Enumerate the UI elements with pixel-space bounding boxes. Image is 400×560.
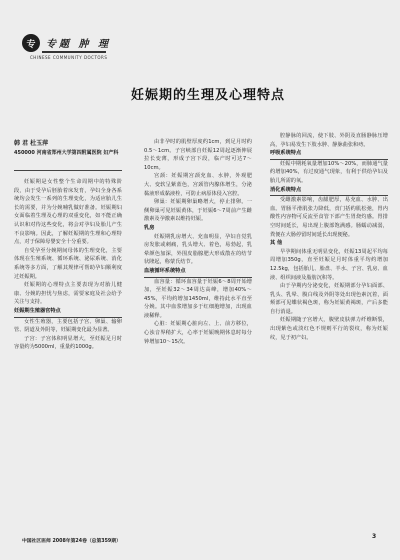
column-3 [270,132,388,342]
journal-footer: 中国社区医师 2008年第24卷（总第359期） [22,539,121,544]
paragraph: 宫颈：妊娠期宫颈充血、水肿，外观肥大、变软呈紫蓝色，宫颈管内腺体增生，分泌黏液形成黏液栓，可防止病原体侵入宫腔。 [144,173,252,197]
paragraph: 妊娠期乳房增大、充血明显，孕妇自觉乳房发胀或刺痛，乳头增大、着色，易勃起，乳晕颜色加深，外围皮脂腺肥大形成散在的结节状隆起，称蒙氏结节。 [144,233,252,266]
section-subtitle: CHINESE COMMUNITY DOCTORS [30,55,108,60]
paragraph: 由非孕时的肌壁厚度约1cm，到足月时约0.5～1cm。子宫峡部自妊娠12周起逐渐伸展拉长变薄，形成子宫下段，临产时可达7～10cm。 [144,139,252,171]
section-badge-text: 专 [26,40,36,50]
section-heading [14,307,122,318]
paragraph: 妊娠期的心理特点主要表现为对胎儿健康、分娩的担忧与焦虑，需要家庭及社会给予关注与支持。 [14,282,122,306]
section-heading: 乳房 [144,224,155,231]
paragraph: 早孕期间体重无明显变化，妊娠13周起平均每周增加350g，直至妊娠足月时体重平均约增加12.5kg，包括胎儿、胎盘、羊水、子宫、乳房、血液、组织间液及脂肪沉积等。 [270,248,388,281]
section-heading [270,186,388,197]
section-heading-text: 呼吸系统特点 [270,149,388,160]
paragraph: 由于孕期内分泌变化，妊娠期部分孕妇面部、乳头、乳晕、腹白线及外阴等处出现色素沉着，面颊部可见蝶状褐色斑，称为妊娠黄褐斑，产后多能自行消退。 [270,283,388,315]
column-2 [144,138,252,346]
section-heading-text: 妊娠期生殖器官特点 [14,307,122,318]
section-heading-text: 消化系统特点 [270,186,388,197]
paragraph: 腔静脉的回流，使下肢、外阴及直肠静脉压增高，孕妇易发生下肢水肿、静脉曲张和痔。 [270,133,388,148]
paragraph: 妊娠期是女性整个生命周期中的特殊阶段，由于受孕后胚胎着床发育，孕妇全身各系统均会发生一系列的生理变化，为适应胎儿生长的需要，并为分娩哺乳做好准备。妊娠期妇女面临着生理及心理的双重变化，如不能正确认识和对待这些变化，将会对孕妇及胎儿产生不良影响。因此，了解妊娠期的生理和心理特点，对于保障母婴安全十分重要。 [14,179,122,246]
section-heading [270,149,388,160]
section-underline [42,51,106,53]
column-1 [14,178,122,352]
article-title: 妊娠期的生理及心理特点 [130,88,285,103]
paragraph: 妊娠期随子宫增大，腹壁皮肤弹力纤维断裂，出现紫色或淡红色不规则平行的裂纹，称为妊娠纹，见于初产妇。 [270,317,388,341]
section-badge [22,34,40,52]
paragraph: 受雌激素影响，齿龈肥厚，易充血、水肿、出血。胃肠平滑肌张力降低，贲门括约肌松弛，胃内酸性内容物可反流至食管下部产生胃烧灼感。胃排空时间延长，易出现上腹部饱满感。肠蠕动减弱，粪便在大肠停留时间延长出现便秘。 [270,197,388,238]
page-number: 3 [372,533,377,540]
article-affiliation: 450000 河南省郑州大学第四附属医院 妇产科 [14,150,119,156]
paragraph: 自受孕至分娩期间母体的生理变化，主要体现在生殖系统、循环系统、泌尿系统、消化系统等多方面，了解其规律可帮助孕妇顺利度过妊娠期。 [14,247,122,280]
paragraph: 子宫：子宫体积明显增大，至妊娠足月时容量约为5000ml，重量约1000g。 [14,335,122,351]
section-heading [144,267,252,278]
section-title: 专题 肿 理 [46,39,111,50]
paragraph: 妊娠中期耗氧量增加10%～20%，而肺通气量约增加40%，有过度通气现象，有利于供给孕妇及胎儿所需的氧。 [270,160,388,184]
paragraph: 心脏：妊娠期心脏向左、上、前方移位，心浊音界稍扩大，心率于妊娠晚期休息时每分钟增加10～15次。 [144,321,252,345]
paragraph: 血容量：循环血容量于妊娠6～8周开始增加，至妊娠32～34周达高峰，增加40%～45%，平均约增加1450ml，维持此水平直至分娩。其中血浆增加多于红细胞增加，出现血液稀释。 [144,278,252,319]
paragraph: 女性生殖器，主要包括子宫、卵巢、输卵管、阴道及外阴等，妊娠期变化最为显著。 [14,318,122,334]
section-heading-text: 血液循环系统特点 [144,267,252,278]
author-rule [14,170,122,171]
paragraph: 卵巢：妊娠期卵巢略增大，停止排卵。一侧卵巢可见妊娠黄体，于妊娠6～7周前产生雌激素及孕激素以维持妊娠。 [144,199,252,223]
section-heading: 其 他 [270,240,283,247]
article-author: 韩 君 杜玉萍 [14,140,49,147]
